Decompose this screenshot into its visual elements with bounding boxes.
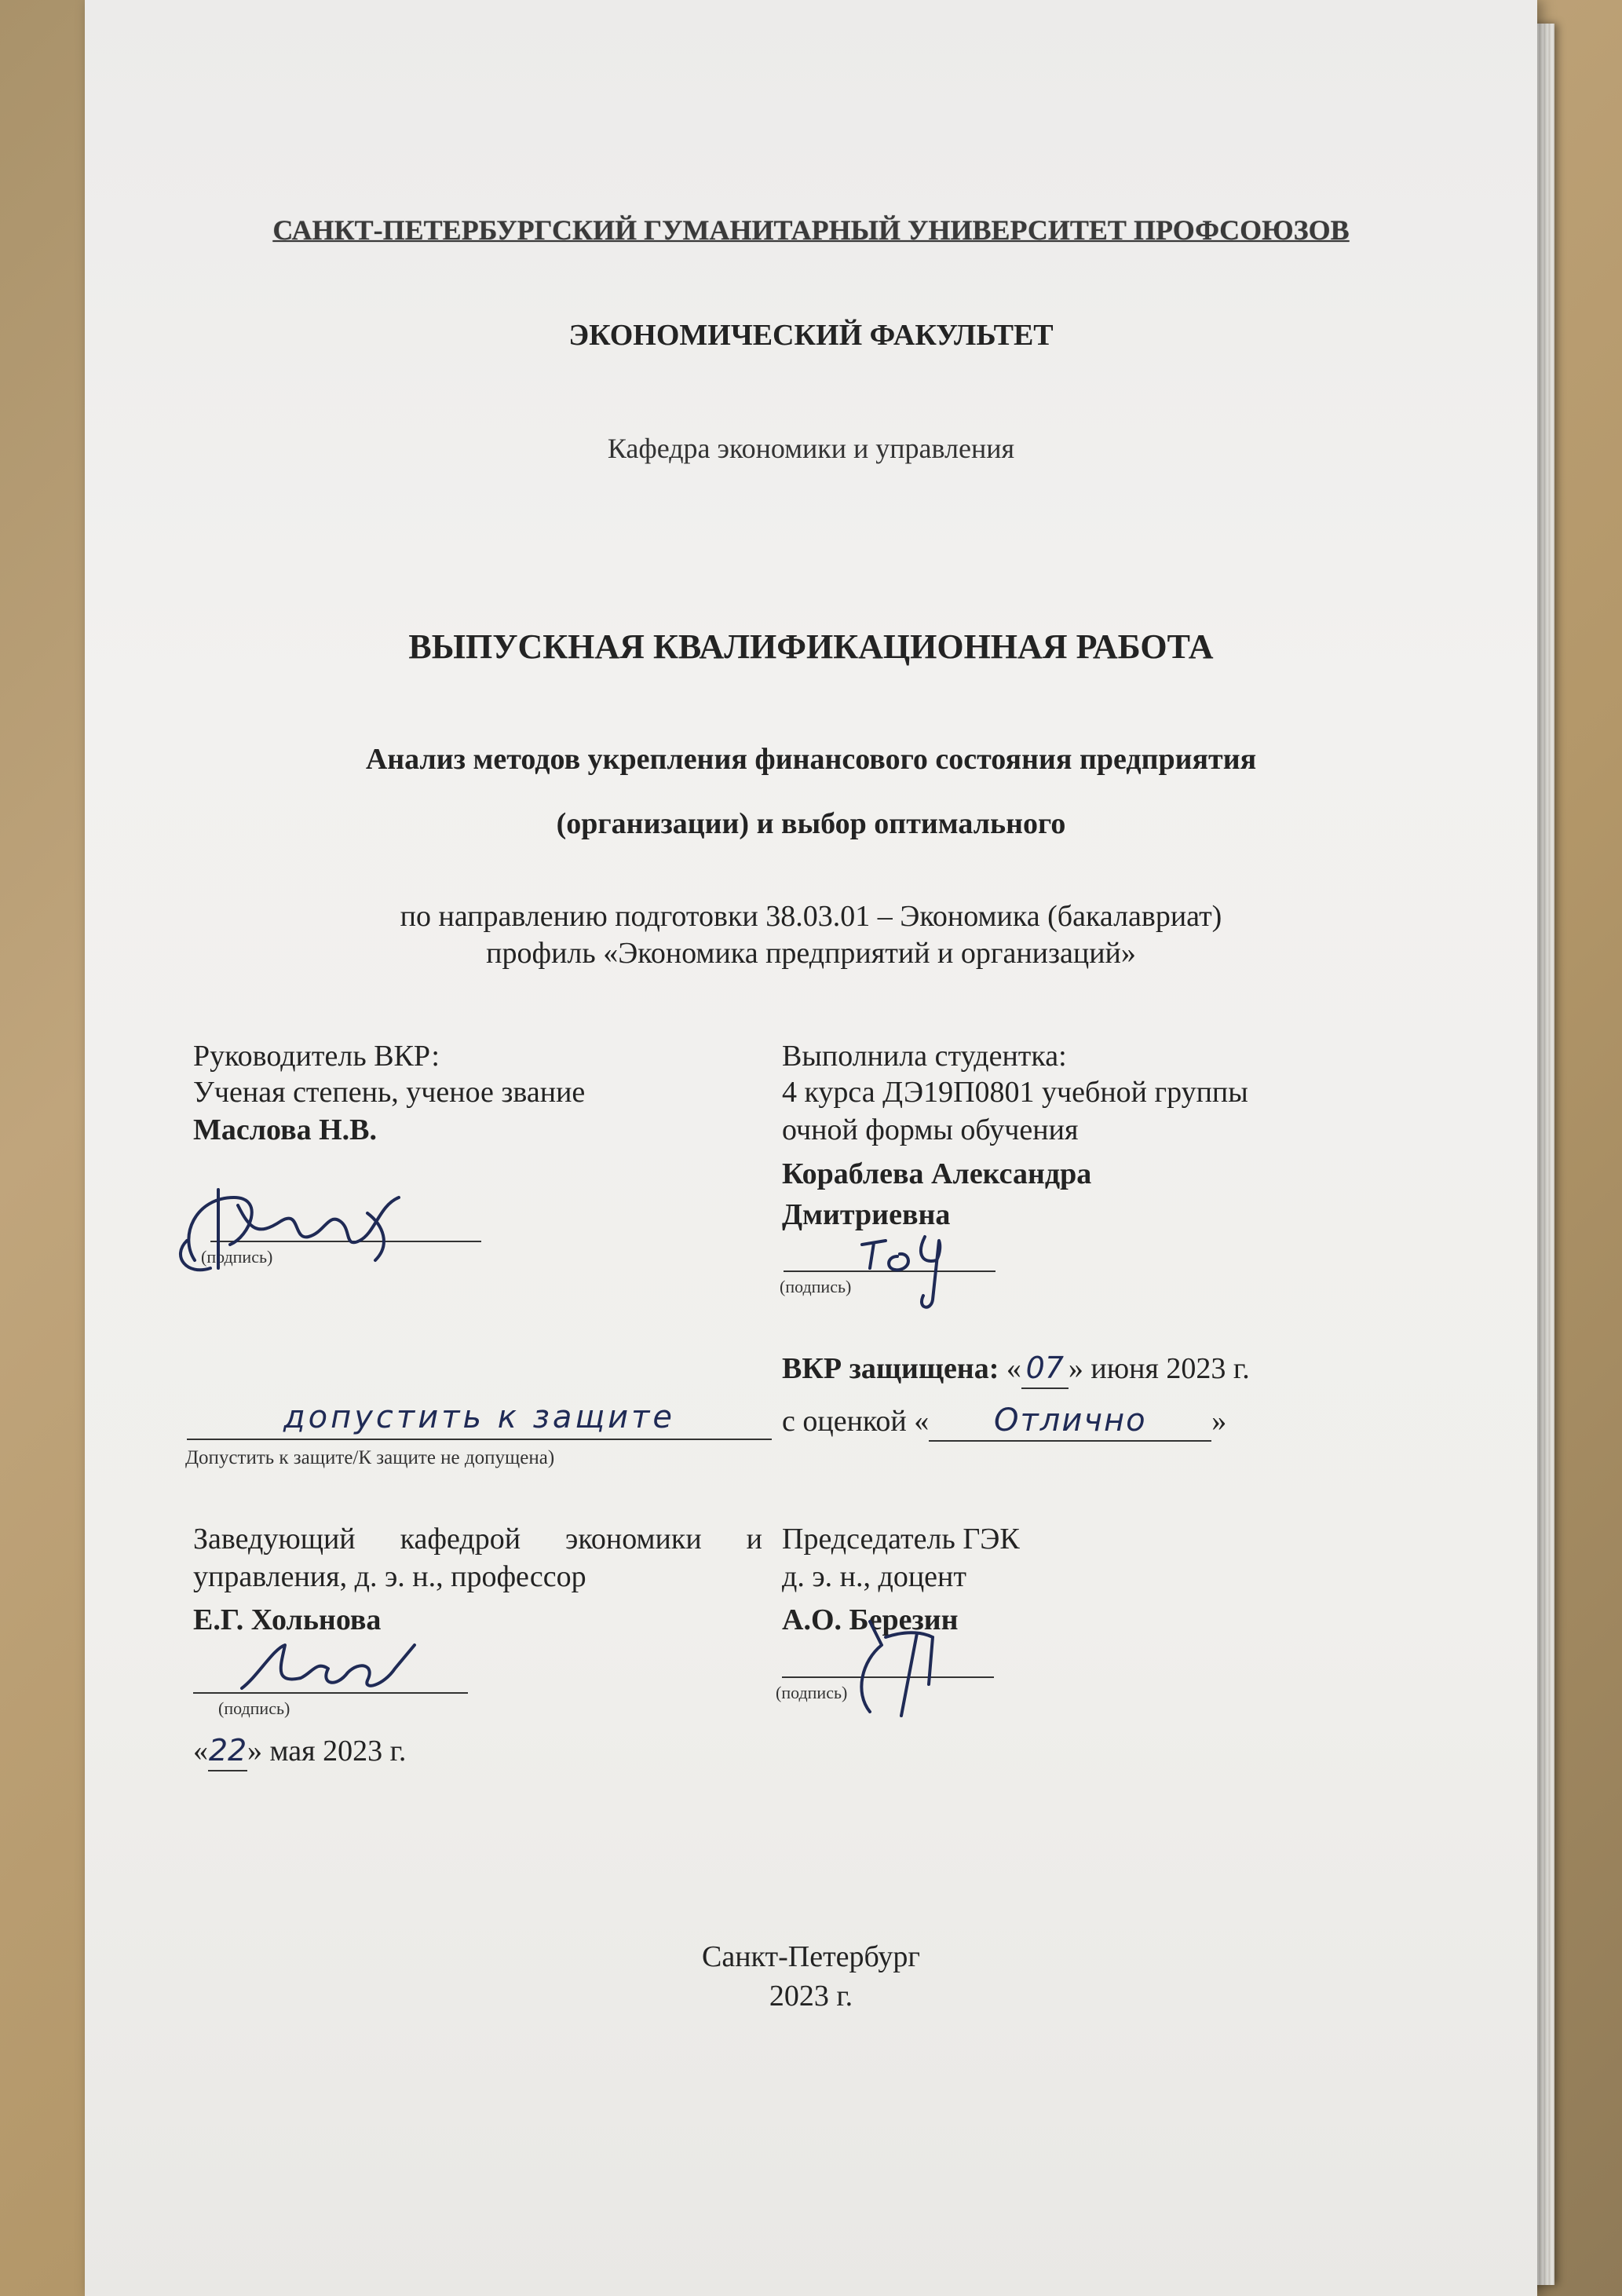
defense-date — [782, 1348, 1250, 1389]
student-study-form: очной формы обучения — [782, 1113, 1079, 1146]
student-group: 4 курса ДЭ19П0801 учебной группы — [782, 1076, 1248, 1109]
head-date-open-quote: « — [193, 1735, 208, 1768]
admission-label: Допустить к защите/К защите не допущена) — [185, 1447, 555, 1468]
work-type-title: ВЫПУСКНАЯ КВАЛИФИКАЦИОННАЯ РАБОТА — [408, 627, 1214, 666]
supervisor-signature — [163, 1166, 462, 1284]
study-profile: профиль «Экономика предприятий и организаций» — [486, 937, 1136, 970]
title-page — [85, 0, 1537, 2296]
topic-line-1: Анализ методов укрепления финансового состояния предприятия — [365, 743, 1257, 776]
footer-city: Санкт-Петербург — [701, 1940, 921, 1973]
head-signature-label: (подпись) — [218, 1698, 290, 1718]
student-name-line1: Кораблева Александра — [782, 1157, 1092, 1190]
defense-day: 07 — [1021, 1348, 1069, 1389]
university-name: САНКТ-ПЕТЕРБУРГСКИЙ ГУМАНИТАРНЫЙ УНИВЕРСИТЕТ ПРОФСОЮЗОВ — [272, 214, 1350, 246]
head-signature — [226, 1629, 430, 1704]
head-name: Е.Г. Хольнова — [193, 1603, 382, 1636]
supervisor-degree: Ученая степень, ученое звание — [193, 1076, 586, 1109]
chairman-degree: д. э. н., доцент — [782, 1560, 966, 1593]
supervisor-signature-label: (подпись) — [201, 1247, 273, 1267]
chairman-title: Председатель ГЭК — [782, 1523, 1020, 1556]
defense-grade — [782, 1401, 1226, 1442]
defense-label: ВКР защищена: — [782, 1352, 1006, 1385]
student-signature-label: (подпись) — [780, 1277, 852, 1296]
grade-suffix: » — [1211, 1405, 1227, 1438]
grade-prefix: с оценкой « — [782, 1405, 930, 1438]
footer-year: 2023 г. — [769, 1980, 853, 2013]
supervisor-name: Маслова Н.В. — [193, 1113, 378, 1146]
topic-line-2: (организации) и выбор оптимального — [556, 807, 1066, 840]
head-title-line1: Заведующий кафедрой экономики и — [193, 1523, 762, 1556]
student-signature — [838, 1221, 995, 1315]
student-name-line2: Дмитриевна — [782, 1198, 951, 1231]
faculty-name: ЭКОНОМИЧЕСКИЙ ФАКУЛЬТЕТ — [568, 319, 1054, 352]
defense-open-quote: « — [1006, 1352, 1021, 1385]
chairman-name: А.О. Березин — [782, 1603, 959, 1636]
admission-handwritten: допустить к защите — [187, 1399, 772, 1440]
head-title-line2: управления, д. э. н., профессор — [193, 1560, 586, 1593]
defense-date-rest: » июня 2023 г. — [1068, 1352, 1250, 1385]
student-title: Выполнила студентка: — [782, 1040, 1067, 1073]
head-date-rest: » мая 2023 г. — [247, 1735, 407, 1768]
supervisor-title: Руководитель ВКР: — [193, 1040, 440, 1073]
head-date-day: 22 — [208, 1731, 247, 1771]
chairman-signature — [838, 1614, 980, 1724]
grade-value: Отлично — [929, 1401, 1211, 1442]
study-direction: по направлению подготовки 38.03.01 – Экономика (бакалавриат) — [400, 900, 1222, 933]
department-name: Кафедра экономики и управления — [607, 433, 1015, 464]
head-date — [193, 1731, 406, 1771]
chairman-signature-label: (подпись) — [776, 1683, 848, 1702]
